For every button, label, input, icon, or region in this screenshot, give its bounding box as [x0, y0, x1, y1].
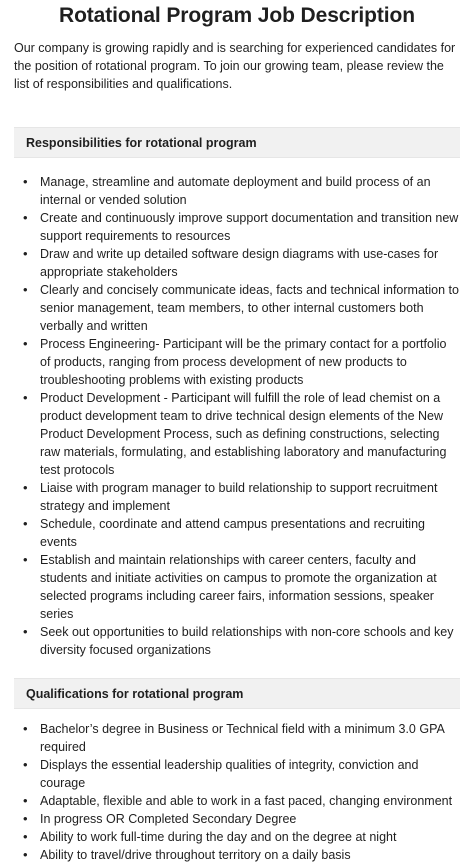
list-item: • Ability to work full-time during the day and on the degree at night — [40, 828, 460, 846]
list-item: • Clearly and concisely communicate ideas, facts and technical information to senior management, team members, to other internal customers both verbally and written — [40, 281, 460, 335]
list-item: • Product Development - Participant will fulfill the role of lead chemist on a product development team to drive technical design elements of the New Product Development Process, such as defining constructions, selecting raw materials, formulating, and establishing laboratory and manufacturing test protocols — [40, 389, 460, 479]
list-item: • Ability to travel/drive throughout territory on a daily basis — [40, 846, 460, 864]
list-item: • In progress OR Completed Secondary Degree — [40, 810, 460, 828]
list-item: • Displays the essential leadership qualities of integrity, conviction and courage — [40, 756, 460, 792]
list-item: • Adaptable, flexible and able to work in a fast paced, changing environment — [40, 792, 460, 810]
qualifications-heading: Qualifications for rotational program — [14, 678, 460, 709]
responsibilities-list — [0, 158, 474, 659]
qualifications-list — [0, 709, 474, 864]
list-item: • Bachelor’s degree in Business or Technical field with a minimum 3.0 GPA required — [40, 720, 460, 756]
list-item: • Manage, streamline and automate deployment and build process of an internal or vended solution — [40, 173, 460, 209]
intro-paragraph: Our company is growing rapidly and is searching for experienced candidates for the position of rotational program. To join our growing team, please review the list of responsibilities and qualifications. — [14, 41, 456, 91]
list-item: • Process Engineering- Participant will be the primary contact for a portfolio of products, ranging from process development of new products to troubleshooting problems with existing products — [40, 335, 460, 389]
list-item: • Schedule, coordinate and attend campus presentations and recruiting events — [40, 515, 460, 551]
page-title: Rotational Program Job Description — [59, 4, 415, 27]
list-item: • Liaise with program manager to build relationship to support recruitment strategy and implement — [40, 479, 460, 515]
responsibilities-heading: Responsibilities for rotational program — [14, 127, 460, 158]
list-item: • Establish and maintain relationships with career centers, faculty and students and initiate activities on campus to promote the organization at selected programs including career fairs, information sessions, speaker series — [40, 551, 460, 623]
list-item: • Draw and write up detailed software design diagrams with use-cases for appropriate stakeholders — [40, 245, 460, 281]
list-item: • Seek out opportunities to build relationships with non-core schools and key diversity focused organizations — [40, 623, 460, 659]
list-item: • Create and continuously improve support documentation and transition new support requirements to resources — [40, 209, 460, 245]
